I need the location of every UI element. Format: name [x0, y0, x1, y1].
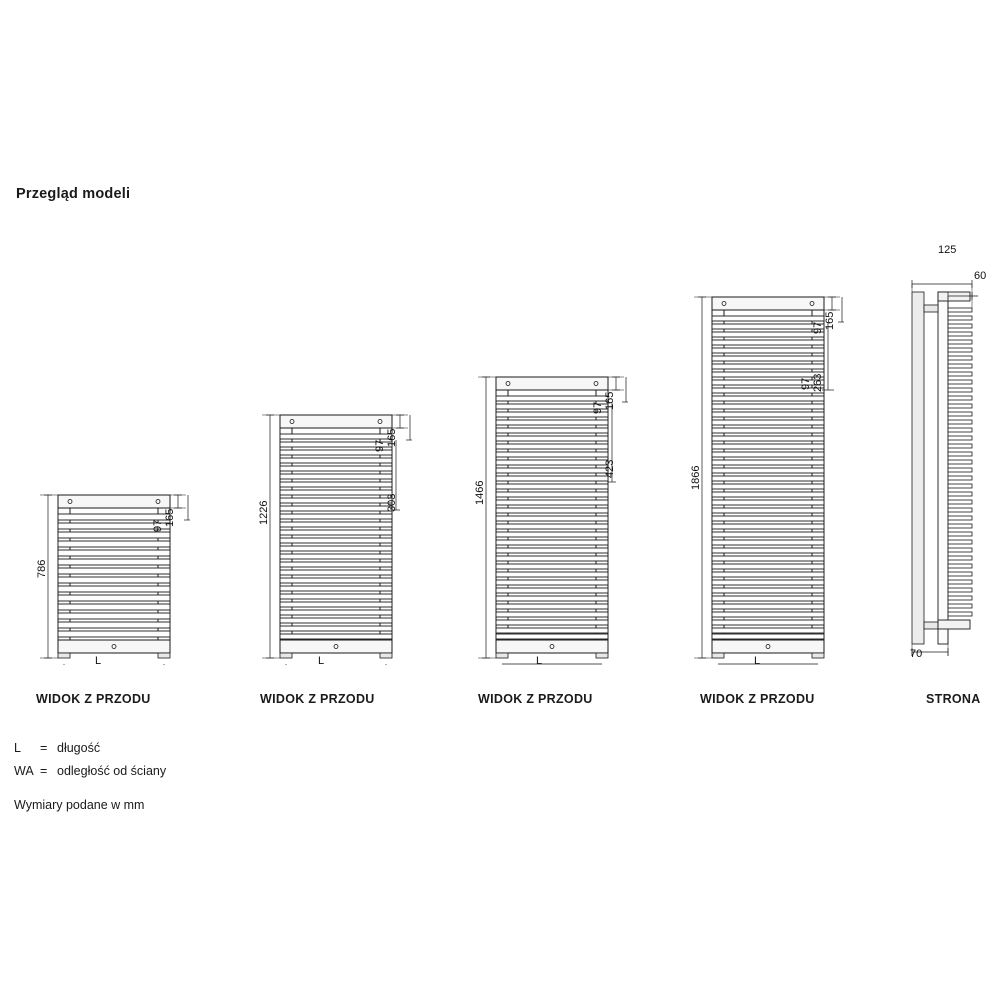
- model-1226-width-dim: L: [318, 655, 325, 667]
- legend-eq-l: =: [40, 741, 48, 755]
- model-1226-height-dim: 1226: [258, 500, 270, 525]
- model-786-width-dim: L: [95, 655, 102, 667]
- model-1466-width-dim: L: [536, 655, 543, 667]
- model-1866-drawing: [694, 292, 844, 665]
- model-1226-dim-97: 97: [374, 439, 386, 452]
- model-1466-height-dim: 1466: [474, 480, 486, 505]
- model-1866-width-dim: L: [754, 655, 761, 667]
- model-786-view-label: WIDOK Z PRZODU: [36, 692, 151, 706]
- model-1466-view-label: WIDOK Z PRZODU: [478, 692, 593, 706]
- legend-key-wa: WA: [14, 764, 34, 778]
- model-1866-dim-263: 263: [812, 373, 824, 392]
- legend-note: Wymiary podane w mm: [14, 798, 145, 812]
- side-view-drawing: [900, 270, 1000, 670]
- model-1866-dim-97-upper: 97: [812, 321, 824, 334]
- legend-text-wa: odległość od ściany: [57, 764, 167, 778]
- model-1466-dim-165: 165: [604, 391, 616, 410]
- model-1226-dim-165: 165: [386, 428, 398, 447]
- model-1226-dim-303: 303: [386, 493, 398, 512]
- model-786-height-dim: 786: [36, 559, 48, 578]
- page-title: Przegląd modeli: [16, 186, 131, 202]
- model-1466-dim-97: 97: [592, 401, 604, 414]
- model-786-dim-97: 97: [152, 519, 164, 532]
- legend-text-l: długość: [57, 741, 101, 755]
- model-1466-dim-423: 423: [604, 459, 616, 478]
- legend-key-l: L: [14, 741, 21, 755]
- model-1866-height-dim: 1866: [690, 465, 702, 490]
- model-786-dim-165: 165: [164, 508, 176, 527]
- legend-eq-wa: =: [40, 764, 48, 778]
- side-view-dim-125: 125: [938, 244, 957, 256]
- model-1226-drawing: [262, 410, 412, 665]
- model-1866-dim-97-lower: 97: [800, 377, 812, 390]
- model-1466-drawing: [478, 372, 628, 665]
- side-view-dim-60: 60: [974, 270, 987, 282]
- model-1866-dim-165: 165: [824, 311, 836, 330]
- model-1226-view-label: WIDOK Z PRZODU: [260, 692, 375, 706]
- side-view-dim-70: 70: [910, 648, 923, 660]
- model-1866-view-label: WIDOK Z PRZODU: [700, 692, 815, 706]
- side-view-label: STRONA: [926, 692, 981, 706]
